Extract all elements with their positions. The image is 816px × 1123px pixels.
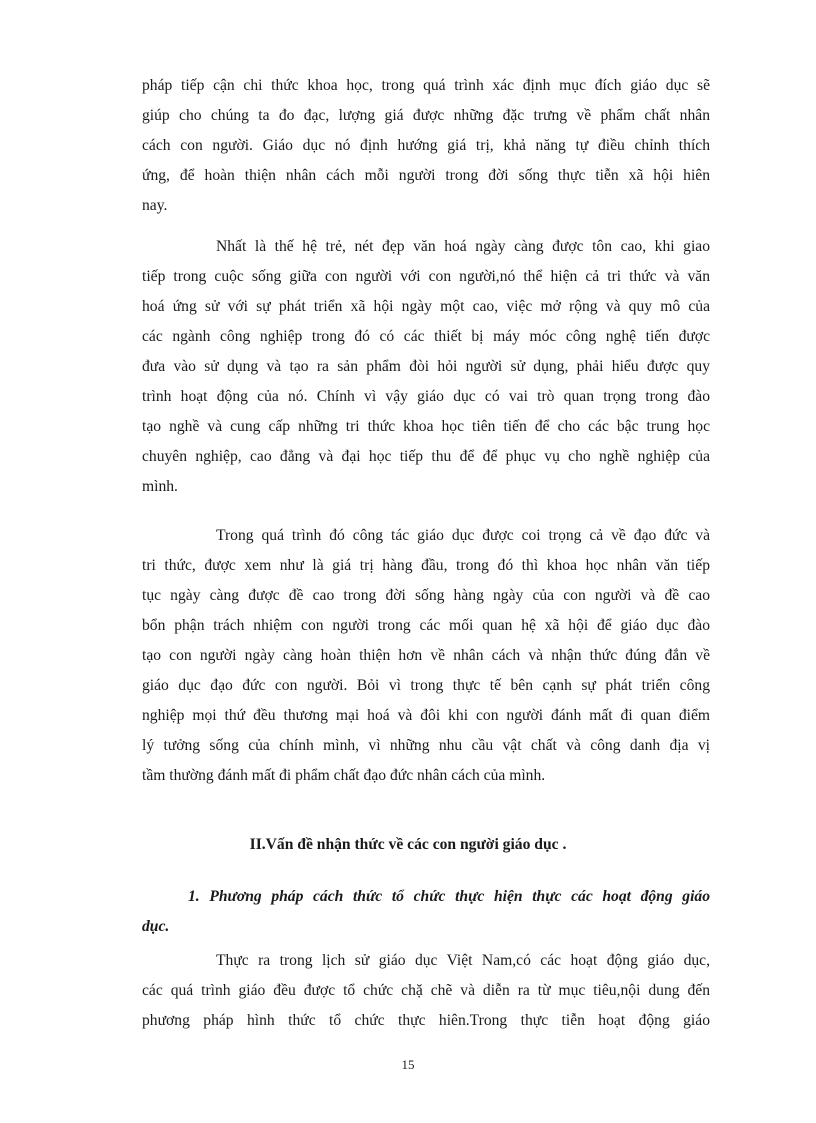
text-line: ứng, để hoàn thiện nhân cách mỗi người trong đời sống thực tiễn xã hội hiên	[142, 167, 710, 184]
text-line: lý tưởng sống của chính mình, vì những nhu cầu vật chất và công danh địa vị	[142, 737, 710, 754]
text-line: pháp tiếp cận chi thức khoa học, trong quá trình xác định mục đích giáo dục sẽ	[142, 77, 710, 94]
paragraph-3	[142, 521, 710, 791]
paragraph-4	[142, 946, 710, 1036]
text-line: trình hoạt động của nó. Chính vì vậy giáo dục có vai trò quan trọng trong đào	[142, 388, 710, 405]
text-line: tầm thường đánh mất đi phẩm chất đạo đức nhân cách của mình.	[142, 767, 546, 784]
text-line: dục.	[142, 918, 170, 935]
page-number: 15	[401, 1057, 415, 1072]
paragraph-1	[142, 71, 710, 221]
text-line: phương pháp hình thức tổ chức thực hiên.Trong thực tiễn hoạt động giáo	[142, 1012, 710, 1029]
text-line: Trong quá trình đó công tác giáo dục được coi trọng cả về đạo đức và	[216, 527, 710, 544]
text-line: hoá ứng sử với sự phát triển xã hội ngày một cao, việc mở rộng và quy mô của	[142, 298, 710, 315]
subsection-heading	[142, 882, 710, 942]
section-heading: II.Vấn đề nhận thức về các con người giáo dục .	[249, 836, 567, 853]
text-line: tục ngày càng được đề cao trong đời sống hàng ngày của con người và đề cao	[142, 587, 710, 604]
text-line: giáo dục đạo đức con người. Bỏi vì trong thực tế bên cạnh sự phát triển công	[142, 677, 710, 694]
text-line: các ngành công nghiệp trong đó có các thiết bị máy móc công nghệ tiến được	[142, 328, 710, 345]
paragraph-2	[142, 232, 710, 502]
text-line: cách con người. Giáo dục nó định hướng giá trị, khả năng tự điều chỉnh thích	[142, 137, 710, 154]
text-line: 1. Phương pháp cách thức tổ chức thực hiện thực các hoạt động giáo	[188, 888, 710, 905]
text-line: nay.	[142, 197, 168, 214]
text-line: tạo nghề và cung cấp những tri thức khoa học tiên tiến để cho các bậc trung học	[142, 418, 710, 435]
text-line: tri thức, được xem như là giá trị hàng đầu, trong đó thì khoa học nhân văn tiếp	[142, 557, 710, 574]
text-line: nghiệp mọi thứ đều thương mại hoá và đôi khi con người đánh mất đi quan điểm	[142, 707, 710, 724]
text-line: giúp cho chúng ta đo đạc, lượng giá được những đặc trưng về phẩm chất nhân	[142, 107, 710, 124]
text-line: tiếp trong cuộc sống giữa con người với con người,nó thể hiện cả tri thức và văn	[142, 268, 710, 285]
text-line: tạo con người ngày càng hoàn thiện hơn về nhân cách và nhận thức đúng đắn về	[142, 647, 710, 664]
text-line: đưa vào sử dụng và tạo ra sản phẩm đòi hỏi người sử dụng, phải hiểu được quy	[142, 358, 710, 375]
text-line: mình.	[142, 478, 178, 495]
text-line: các quá trình giáo đều được tổ chức chặ chẽ và diễn ra từ mục tiêu,nội dung đến	[142, 982, 710, 999]
text-line: Nhất là thế hệ trẻ, nét đẹp văn hoá ngày càng được tôn cao, khi giao	[216, 238, 710, 255]
text-line: bổn phận trách nhiệm con người trong các mối quan hệ xã hội để giáo dục đào	[142, 617, 710, 634]
text-line: chuyên nghiệp, cao đẳng và đại học tiếp thu để để phục vụ cho nghề nghiệp của	[142, 448, 710, 465]
text-line: Thực ra trong lịch sử giáo dục Việt Nam,có các hoạt động giáo dục,	[216, 952, 710, 969]
